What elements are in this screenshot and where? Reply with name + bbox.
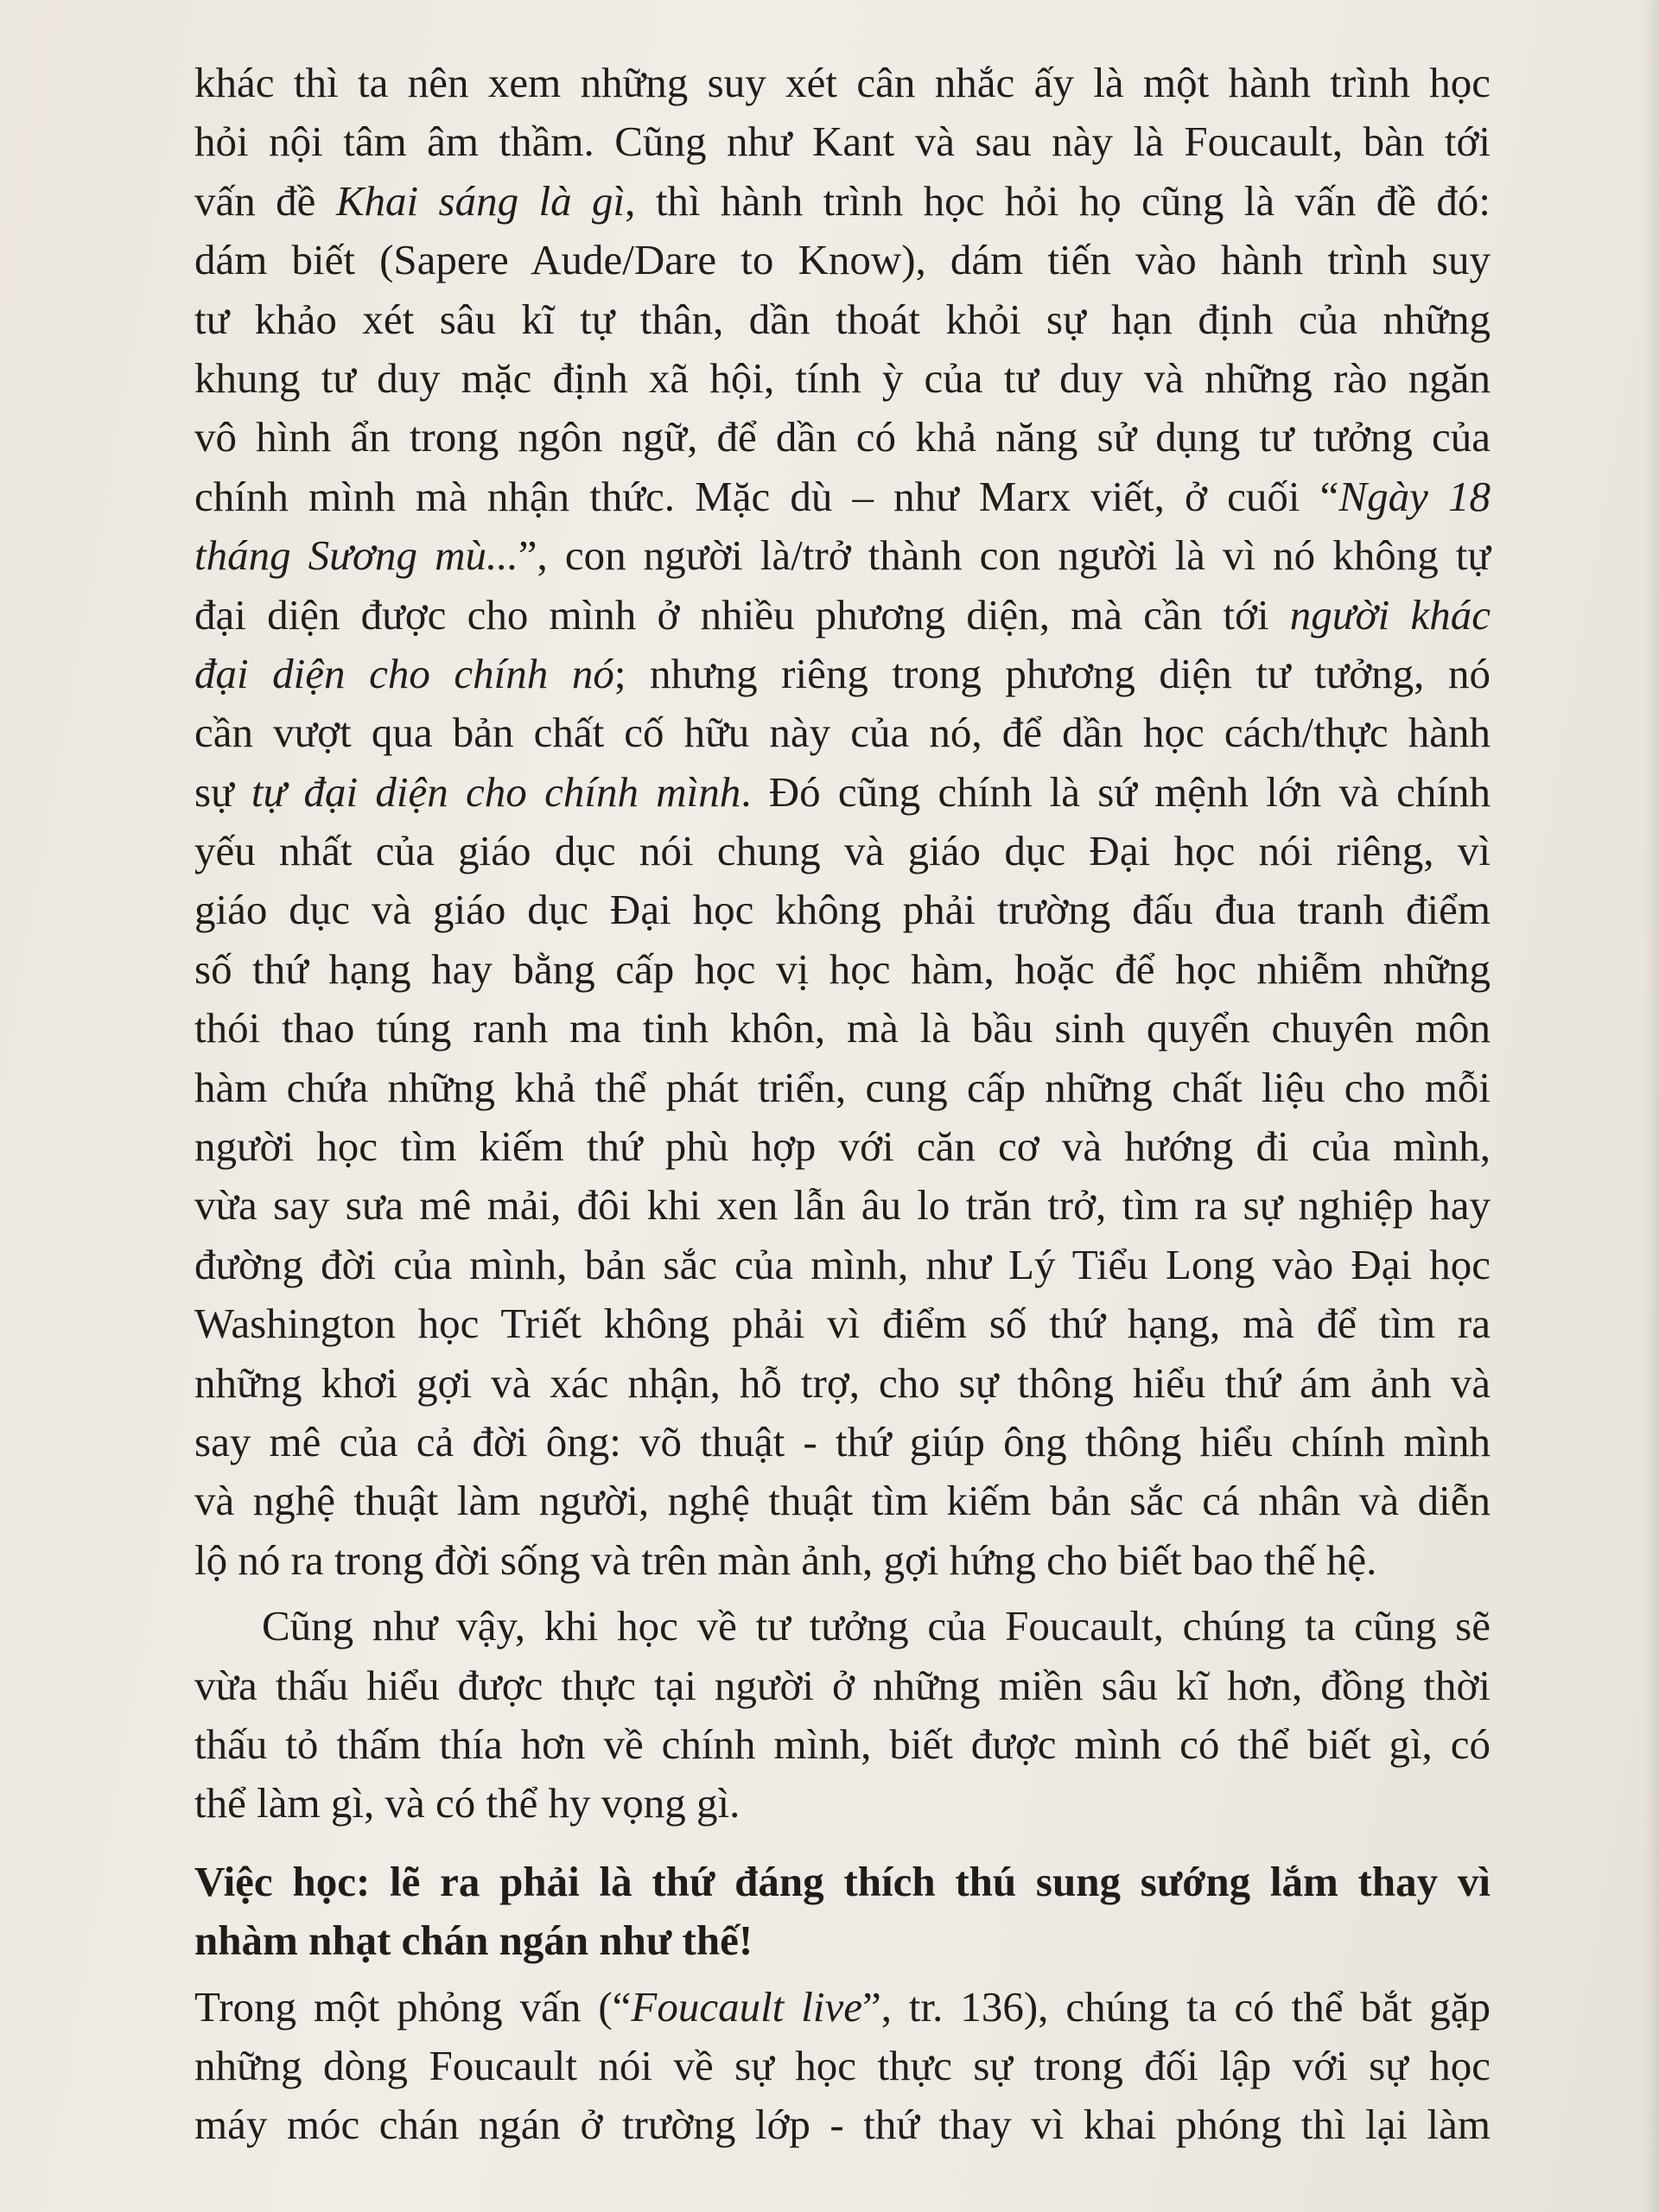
- text-run: nhàm nhạt chán ngán như thế!: [194, 1916, 753, 1965]
- text-run: máy móc chán ngán ở trường lớp - thứ thay vì khai phóng thì lại làm: [194, 2101, 1491, 2149]
- text-line: [194, 1058, 1491, 1117]
- italic-run: Khai sáng là gì: [335, 176, 626, 225]
- text-run: giáo dục và giáo dục Đại học không phải trường đấu đua tranh điểm: [194, 886, 1491, 934]
- text-line: [194, 349, 1491, 408]
- paragraph-3: [194, 1978, 1491, 2155]
- text-run: Washington học Triết không phải vì điểm số thứ hạng, mà để tìm ra: [194, 1300, 1491, 1348]
- text-run: người học tìm kiếm thứ phù hợp với căn cơ và hướng đi của mình,: [194, 1122, 1491, 1171]
- text-line: [194, 54, 1491, 112]
- text-line: [194, 1413, 1491, 1471]
- text-run: , thì hành trình học hỏi họ cũng là vấn đề đó:: [625, 176, 1491, 225]
- text-line: [194, 999, 1491, 1058]
- text-run: số thứ hạng hay bằng cấp học vị học hàm, hoặc để học nhiễm những: [194, 944, 1491, 993]
- italic-run: Ngày 18: [1338, 472, 1491, 520]
- text-run: vừa thấu hiểu được thực tại người ở những miền sâu kĩ hơn, đồng thời: [194, 1661, 1491, 1709]
- text-run: yếu nhất của giáo dục nói chung và giáo dục Đại học nói riêng, vì: [194, 827, 1491, 875]
- text-line: [194, 645, 1491, 703]
- text-line: [194, 880, 1491, 939]
- text-run: chính mình mà nhận thức. Mặc dù – như Marx viết, ở cuối “: [194, 472, 1339, 520]
- text-line: [194, 1471, 1491, 1530]
- text-line: [194, 408, 1491, 467]
- page-edge-shadow: [1643, 0, 1659, 2212]
- text-line: [194, 822, 1491, 880]
- text-line: [194, 1531, 1491, 1590]
- text-line: [194, 2095, 1491, 2154]
- text-run: thói thao túng ranh ma tinh khôn, mà là bầu sinh quyển chuyên môn: [194, 1004, 1491, 1052]
- text-line: [194, 2037, 1491, 2095]
- text-run: dám biết (Sapere Aude/Dare to Know), dám tiến vào hành trình suy: [194, 236, 1491, 284]
- text-run: khung tư duy mặc định xã hội, tính ỳ của tư duy và những rào ngăn: [194, 353, 1491, 402]
- text-line: [194, 172, 1491, 231]
- text-run: ; nhưng riêng trong phương diện tư tưởng, nó: [613, 649, 1491, 697]
- text-run: đại diện được cho mình ở nhiều phương diện, mà cần tới: [194, 590, 1290, 639]
- section-heading: [194, 1853, 1491, 1971]
- text-line: [194, 1774, 1491, 1833]
- text-run: những khơi gợi và xác nhận, hỗ trợ, cho sự thông hiểu thứ ám ảnh và: [194, 1358, 1491, 1407]
- text-run: vừa say sưa mê mải, đôi khi xen lẫn âu lo trăn trở, tìm ra sự nghiệp hay: [194, 1181, 1491, 1230]
- text-line: [194, 112, 1491, 171]
- text-run: hỏi nội tâm âm thầm. Cũng như Kant và sau này là Foucault, bàn tới: [194, 118, 1491, 166]
- text-line: [194, 1911, 1491, 1970]
- text-line: [194, 290, 1491, 349]
- text-line: [194, 467, 1491, 526]
- text-line: [194, 1597, 1491, 1656]
- text-line: [194, 586, 1491, 645]
- text-line: [194, 1978, 1491, 2037]
- text-line: [194, 1294, 1491, 1353]
- text-run: khác thì ta nên xem những suy xét cân nhắc ấy là một hành trình học: [194, 59, 1491, 106]
- text-run: Việc học: lẽ ra phải là thứ đáng thích thú sung sướng lắm thay vì: [194, 1857, 1491, 1905]
- page-text: [194, 54, 1491, 2155]
- text-line: [194, 1715, 1491, 1774]
- text-run: thấu tỏ thấm thía hơn về chính mình, biết được mình có thể biết gì, có: [194, 1719, 1491, 1768]
- text-run: hàm chứa những khả thể phát triển, cung cấp những chất liệu cho mỗi: [194, 1063, 1491, 1111]
- text-line: [194, 526, 1491, 585]
- text-line: [194, 940, 1491, 999]
- text-run: thể làm gì, và có thể hy vọng gì.: [194, 1779, 741, 1827]
- text-line: [194, 763, 1491, 822]
- paragraph-2: [194, 1597, 1491, 1834]
- text-run: . Đó cũng chính là sứ mệnh lớn và chính: [741, 767, 1491, 816]
- text-run: ”, con người là/trở thành con người là vì nó không tự: [518, 531, 1491, 580]
- text-run: say mê của cả đời ông: võ thuật - thứ giúp ông thông hiểu chính mình: [194, 1417, 1491, 1465]
- text-run: Trong một phỏng vấn (“: [194, 1982, 632, 2031]
- text-run: vấn đề: [194, 176, 336, 225]
- text-run: và nghệ thuật làm người, nghệ thuật tìm kiếm bản sắc cá nhân và diễn: [194, 1477, 1491, 1525]
- text-line: [194, 1236, 1491, 1294]
- text-run: Cũng như vậy, khi học về tư tưởng của Foucault, chúng ta cũng sẽ: [262, 1602, 1491, 1650]
- text-run: vô hình ẩn trong ngôn ngữ, để dần có khả năng sử dụng tư tưởng của: [194, 413, 1491, 461]
- text-line: [194, 1117, 1491, 1176]
- text-line: [194, 1656, 1491, 1715]
- paragraph-1: [194, 54, 1491, 1590]
- text-run: ”, tr. 136), chúng ta có thể bắt gặp: [861, 1982, 1491, 2031]
- italic-run: tự đại diện cho chính mình: [251, 767, 741, 816]
- text-line: [194, 1853, 1491, 1911]
- text-line: [194, 1354, 1491, 1413]
- text-run: cần vượt qua bản chất cố hữu này của nó, để dần học cách/thực hành: [194, 709, 1491, 757]
- text-line: [194, 703, 1491, 762]
- text-run: lộ nó ra trong đời sống và trên màn ảnh, gợi hứng cho biết bao thế hệ.: [194, 1535, 1377, 1584]
- text-run: tư khảo xét sâu kĩ tự thân, dần thoát khỏi sự hạn định của những: [194, 295, 1491, 343]
- text-line: [194, 1176, 1491, 1235]
- text-run: sự: [194, 767, 251, 816]
- italic-run: đại diện cho chính nó: [194, 649, 614, 697]
- text-run: đường đời của mình, bản sắc của mình, như Lý Tiểu Long vào Đại học: [194, 1240, 1491, 1288]
- italic-run: Foucault live: [631, 1982, 862, 2031]
- italic-run: người khác: [1289, 590, 1491, 639]
- text-run: những dòng Foucault nói về sự học thực sự trong đối lập với sự học: [194, 2041, 1491, 2089]
- italic-run: tháng Sương mù...: [194, 531, 518, 580]
- text-line: [194, 231, 1491, 289]
